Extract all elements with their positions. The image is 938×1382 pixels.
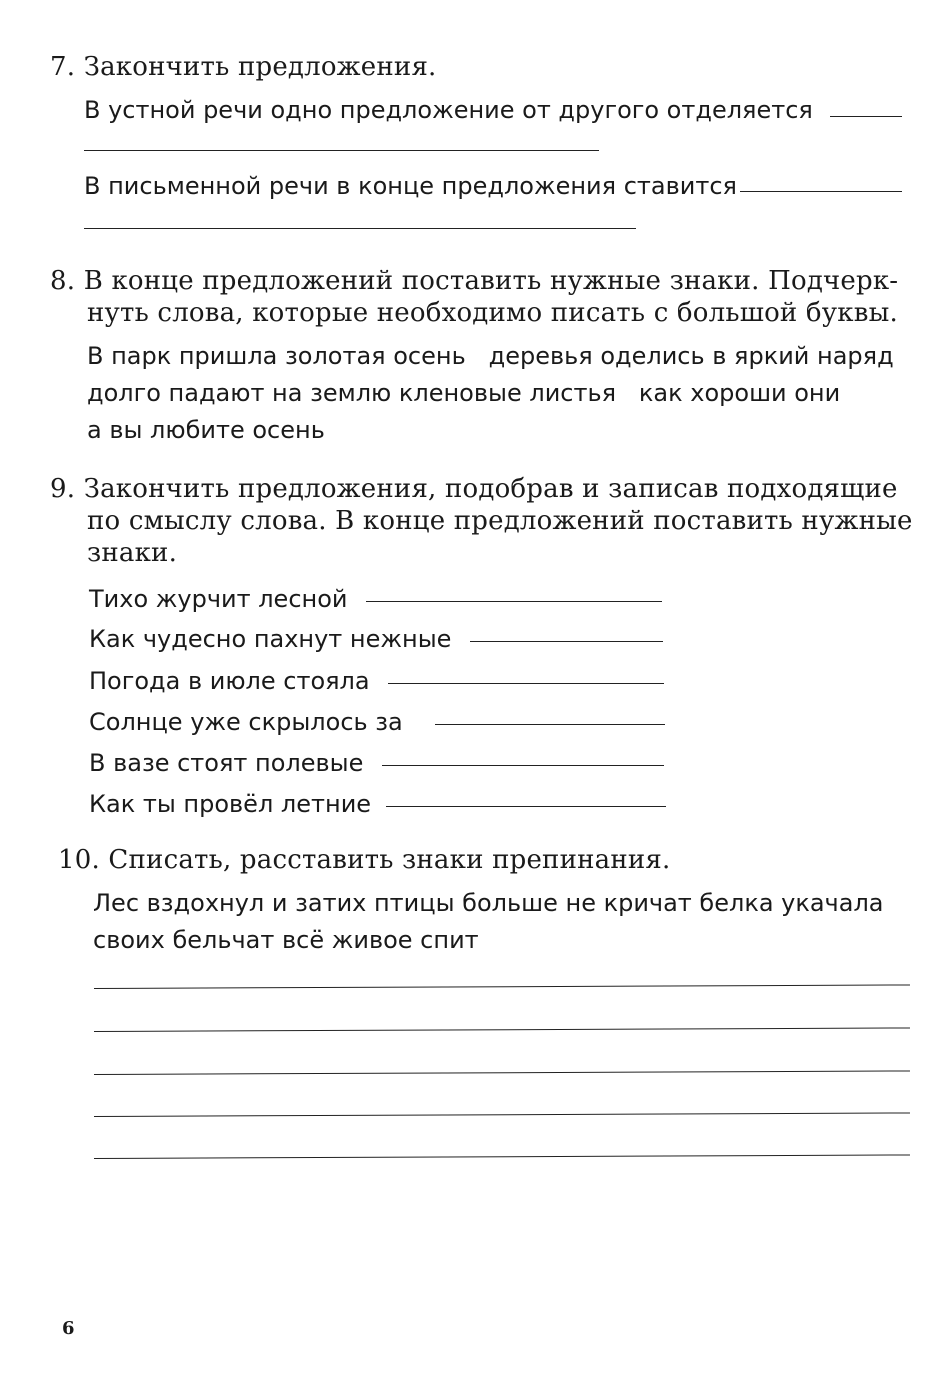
writing-line[interactable] xyxy=(94,984,910,989)
task-8-text-line-1: В парк пришла золотая осень деревья оделись в яркий наряд xyxy=(87,342,894,370)
answer-line[interactable] xyxy=(435,724,665,725)
task-10-heading xyxy=(58,843,670,877)
task-9-item: Солнце уже скрылось за xyxy=(89,708,403,736)
task-7-heading xyxy=(50,50,437,84)
answer-line[interactable] xyxy=(84,150,599,151)
task-10-text-line-1: Лес вздохнул и затих птицы больше не кричат белка укачала xyxy=(93,889,884,917)
task-9-item: Погода в июле стояла xyxy=(89,667,370,695)
task-9-item: Тихо журчит лесной xyxy=(89,585,348,613)
task-8-title-line-2: нуть слова, которые необходимо писать с большой буквы. xyxy=(87,298,898,328)
writing-line[interactable] xyxy=(94,1070,910,1075)
answer-line[interactable] xyxy=(740,191,902,192)
task-8-text-line-2: долго падают на землю кленовые листья как хороши они xyxy=(87,379,841,407)
answer-line[interactable] xyxy=(382,765,664,766)
task-10-number: 10. xyxy=(58,845,100,875)
answer-line[interactable] xyxy=(366,601,662,602)
task-9-number: 9. xyxy=(50,474,76,504)
task-9-heading-line-1 xyxy=(50,472,898,506)
task-9-item: Как ты провёл летние xyxy=(89,790,372,818)
task-10-text-line-2: своих бельчат всё живое спит xyxy=(93,926,479,954)
writing-line[interactable] xyxy=(94,1112,910,1117)
task-7-sentence-2: В письменной речи в конце предложения ставится xyxy=(84,172,737,200)
task-9-item: Как чудесно пахнут нежные xyxy=(89,625,452,653)
task-8-number: 8. xyxy=(50,266,76,296)
task-9-item: В вазе стоят полевые xyxy=(89,749,364,777)
task-9-title-line-3: знаки. xyxy=(87,538,178,568)
task-9-title-line-2: по смыслу слова. В конце предложений поставить нужные xyxy=(87,506,913,536)
task-8-heading-line-1 xyxy=(50,264,898,298)
answer-line[interactable] xyxy=(388,683,664,684)
answer-line[interactable] xyxy=(470,641,663,642)
answer-line[interactable] xyxy=(386,806,666,807)
task-10-title: Списать, расставить знаки препинания. xyxy=(108,845,671,875)
writing-line[interactable] xyxy=(94,1154,910,1159)
answer-line[interactable] xyxy=(84,228,636,229)
task-7-number: 7. xyxy=(50,52,76,82)
answer-line[interactable] xyxy=(830,116,902,117)
task-7-sentence-1: В устной речи одно предложение от другого отделяется xyxy=(84,96,813,124)
writing-line[interactable] xyxy=(94,1027,910,1032)
task-8-title-line-1: В конце предложений поставить нужные знаки. Подчерк- xyxy=(83,266,899,296)
task-7-title: Закончить предложения. xyxy=(83,52,437,82)
task-9-title-line-1: Закончить предложения, подобрав и записав подходящие xyxy=(83,474,898,504)
page-number: 6 xyxy=(62,1318,75,1339)
task-8-text-line-3: а вы любите осень xyxy=(87,416,325,444)
